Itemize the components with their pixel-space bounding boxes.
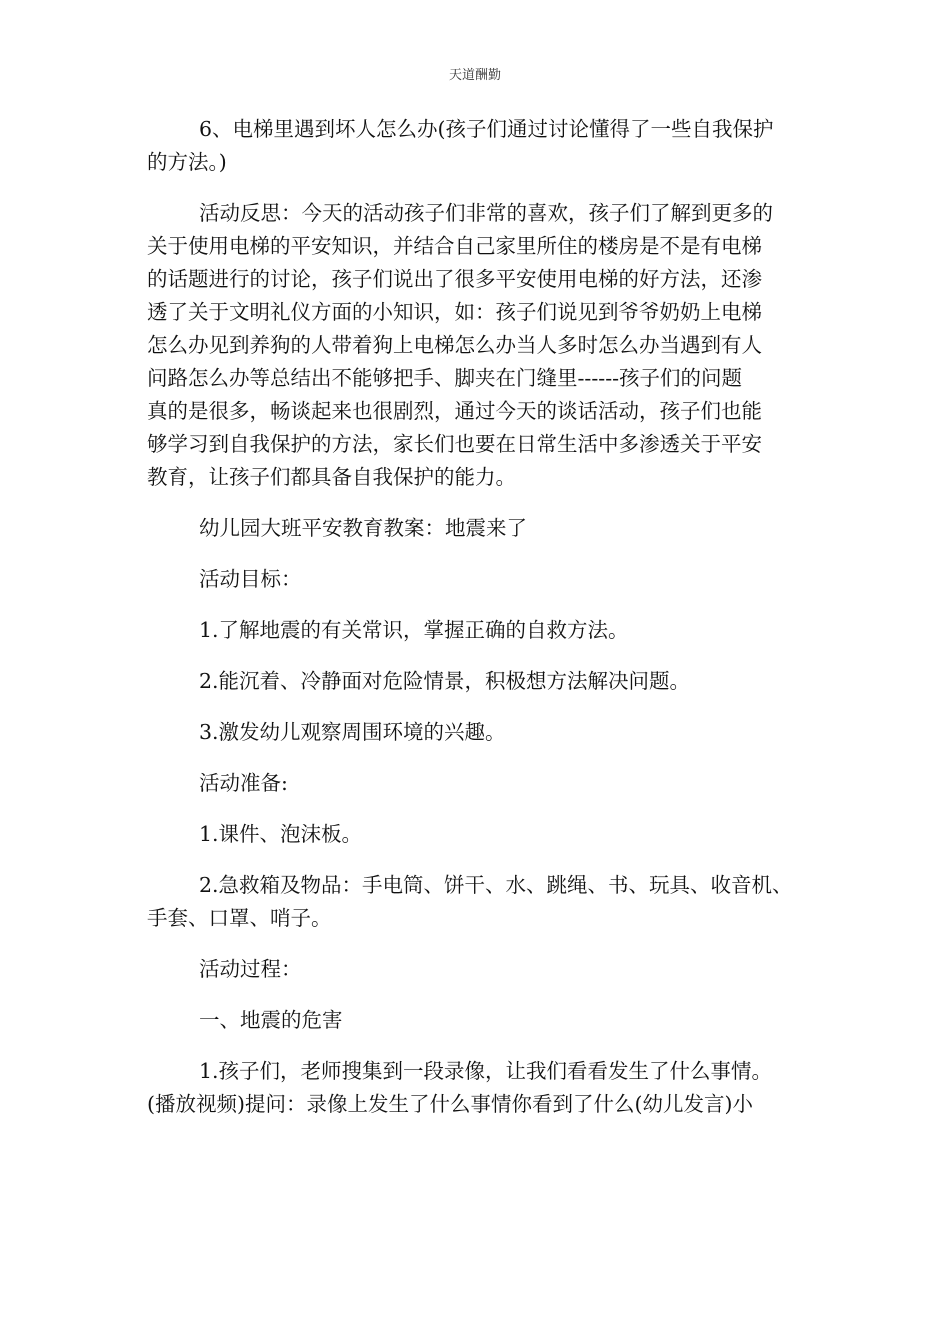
paragraph-line: 活动准备: — [199, 771, 288, 795]
section-title-earthquake-lesson — [147, 512, 812, 545]
paragraph-line: 6、电梯里遇到坏人怎么办(孩子们通过讨论懂得了一些自我保护 — [199, 117, 774, 141]
preparation-item-2 — [147, 869, 812, 935]
paragraph-line: 活动过程： — [199, 957, 302, 981]
paragraph-line: 教育，让孩子们都具备自我保护的能力。 — [147, 465, 516, 489]
paragraph-line: 真的是很多，畅谈起来也很剧烈，通过今天的谈话活动，孩子们也能 — [147, 399, 762, 423]
paragraph-line: 1.孩子们，老师搜集到一段录像，让我们看看发生了什么事情。 — [199, 1059, 773, 1083]
paragraph-line: 3.激发幼儿观察周围环境的兴趣。 — [199, 720, 506, 744]
paragraph-line: 2.能沉着、冷静面对危险情景，积极想方法解决问题。 — [199, 669, 691, 693]
paragraph-line: 2.急救箱及物品：手电筒、饼干、水、跳绳、书、玩具、收音机、 — [199, 873, 793, 897]
paragraph-line: 活动目标： — [199, 567, 302, 591]
paragraph-line: 关于使用电梯的平安知识，并结合自己家里所住的楼房是不是有电梯 — [147, 234, 762, 258]
paragraph-line: 问路怎么办等总结出不能够把手、脚夹在门缝里------孩子们的问题 — [147, 366, 743, 390]
paragraph-line: 手套、口罩、哨子。 — [147, 906, 332, 930]
paragraph-line: 的话题进行的讨论，孩子们说出了很多平安使用电梯的好方法，还渗 — [147, 267, 762, 291]
paragraph-line: 透了关于文明礼仪方面的小知识，如：孩子们说见到爷爷奶奶上电梯 — [147, 300, 762, 324]
paragraph-line: 1.了解地震的有关常识，掌握正确的自救方法。 — [199, 618, 629, 642]
document-body — [147, 113, 812, 1121]
preparation-item-1 — [147, 818, 812, 851]
goal-item-1 — [147, 614, 812, 647]
paragraph-line: 活动反思：今天的活动孩子们非常的喜欢，孩子们了解到更多的 — [199, 201, 773, 225]
paragraph-line: 怎么办见到养狗的人带着狗上电梯怎么办当人多时怎么办当遇到有人 — [147, 333, 762, 357]
heading-activity-process — [147, 953, 812, 986]
heading-earthquake-harm — [147, 1004, 812, 1037]
paragraph-elevator-bad-person — [147, 113, 812, 179]
paragraph-line: (播放视频)提问：录像上发生了什么事情你看到了什么(幼儿发言)小 — [147, 1092, 753, 1116]
paragraph-line: 够学习到自我保护的方法，家长们也要在日常生活中多渗透关于平安 — [147, 432, 762, 456]
page-header: 天道酬勤 — [448, 68, 501, 83]
heading-activity-preparation — [147, 767, 812, 800]
paragraph-line: 一、地震的危害 — [199, 1008, 343, 1032]
paragraph-reflection — [147, 197, 812, 494]
process-item-1 — [147, 1055, 812, 1121]
heading-activity-goals — [147, 563, 812, 596]
paragraph-line: 1.课件、泡沫板。 — [199, 822, 363, 846]
goal-item-2 — [147, 665, 812, 698]
paragraph-line: 的方法。) — [147, 150, 227, 174]
paragraph-line: 幼儿园大班平安教育教案：地震来了 — [199, 516, 527, 540]
goal-item-3 — [147, 716, 812, 749]
